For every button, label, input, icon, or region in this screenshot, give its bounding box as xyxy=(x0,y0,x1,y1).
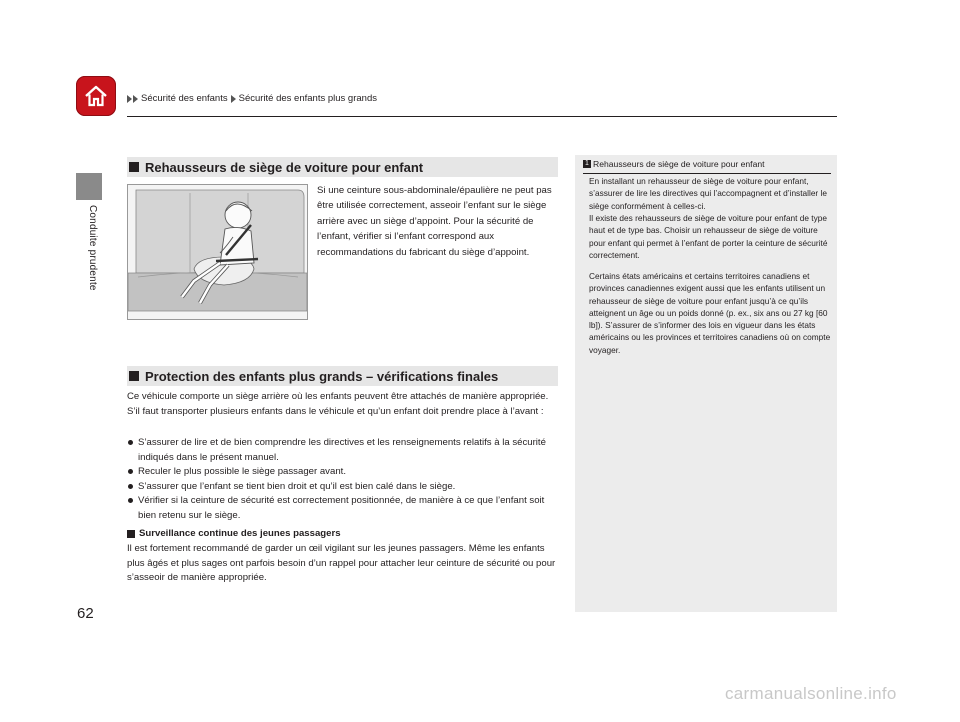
sidebar-title[interactable]: Rehausseurs de siège de voiture pour enfant xyxy=(593,159,765,169)
section-header-final-checks xyxy=(127,366,558,386)
square-bullet-icon xyxy=(129,371,139,381)
section-title: Protection des enfants plus grands – vérifications finales xyxy=(145,368,499,384)
breadcrumb-item-child-safety[interactable]: Sécurité des enfants xyxy=(141,93,228,104)
home-button[interactable] xyxy=(76,76,116,116)
list-item: S’assurer de lire et de bien comprendre les directives et les renseignements relatifs à la sécurité indiqués dans le présent manuel. xyxy=(127,436,559,465)
header-rule xyxy=(127,116,837,117)
list-item: S’assurer que l’enfant se tient bien droit et qu’il est bien calé dans le siège. xyxy=(127,480,559,495)
final-checks-intro: Ce véhicule comporte un siège arrière où les enfants peuvent être attachés de manière appropriée. S’il faut transporter plusieurs enfants dans le véhicule et qu’un enfant doit prendre place à l’avant : xyxy=(127,391,549,417)
chapter-tab[interactable] xyxy=(76,173,102,200)
final-checks-list xyxy=(127,436,559,524)
chapter-label: Conduite prudente xyxy=(87,205,98,291)
home-icon xyxy=(83,83,109,109)
list-item: Reculer le plus possible le siège passager avant. xyxy=(127,465,559,480)
booster-seats-paragraph: Si une ceinture sous-abdominale/épaulière ne peut pas être utilisée correctement, asseoir l’enfant sur le siège arrière avec un siège d’appoint. Pour la sécurité de l’enfant, vérifier si l’enfant correspond aux recommandations du fabricant du siège d’appoint. xyxy=(317,185,552,258)
notes-sidebar xyxy=(575,155,837,612)
breadcrumb-arrow-icon xyxy=(127,95,138,103)
watermark: carmanualsonline.info xyxy=(725,684,897,703)
sidebar-paragraph: Certains états américains et certains territoires canadiens et provinces canadiennes exigent aussi que les enfants utilisent un rehausseur de siège de voiture pour enfant jusqu’à ce qu’ils atteignent un âge ou un poids donné (p. ex., six ans ou 27 kg [60 lb]). S’assurer de s’informer des lois en vigueur dans les états américains ou les provinces et territoires canadiens où on compte voyager. xyxy=(589,271,831,355)
square-bullet-icon xyxy=(127,530,135,538)
section-header-booster-seats xyxy=(127,157,558,177)
bullet-icon xyxy=(128,498,133,503)
breadcrumb-arrow-icon xyxy=(231,95,236,103)
booster-seat-illustration xyxy=(127,184,308,320)
page-number: 62 xyxy=(77,605,94,622)
section-title: Rehausseurs de siège de voiture pour enfant xyxy=(145,159,424,175)
sidebar-paragraph: En installant un rehausseur de siège de voiture pour enfant, s’assurer de lire les directives qui l’accompagnent et d’installer le siège conformément à celles-ci. xyxy=(589,176,827,211)
reference-badge: 1 xyxy=(583,160,591,168)
bullet-icon xyxy=(128,469,133,474)
breadcrumb xyxy=(127,93,377,104)
sidebar-paragraph: Il existe des rehausseurs de siège de voiture pour enfant de type haut et de type bas. Choisir un rehausseur de siège de voiture pour enfant qui permet à l’enfant de porter la ceinture de sécurité correctement. xyxy=(589,213,828,260)
list-item: Vérifier si la ceinture de sécurité est correctement positionnée, de manière à ce que l’enfant soit bien retenu sur le siège. xyxy=(127,494,559,523)
bullet-icon xyxy=(128,440,133,445)
sidebar-rule xyxy=(583,173,831,174)
breadcrumb-item-older-children[interactable]: Sécurité des enfants plus grands xyxy=(238,93,377,104)
square-bullet-icon xyxy=(129,162,139,172)
bullet-icon xyxy=(128,484,133,489)
subsection-heading: Surveillance continue des jeunes passagers xyxy=(127,528,341,539)
subsection-paragraph: Il est fortement recommandé de garder un œil vigilant sur les jeunes passagers. Même les enfants plus âgés et plus sages ont parfois besoin d’un rappel pour attacher leur ceinture de sécurité ou pour s’asseoir de manière appropriée. xyxy=(127,543,556,584)
sidebar-heading xyxy=(583,159,765,169)
